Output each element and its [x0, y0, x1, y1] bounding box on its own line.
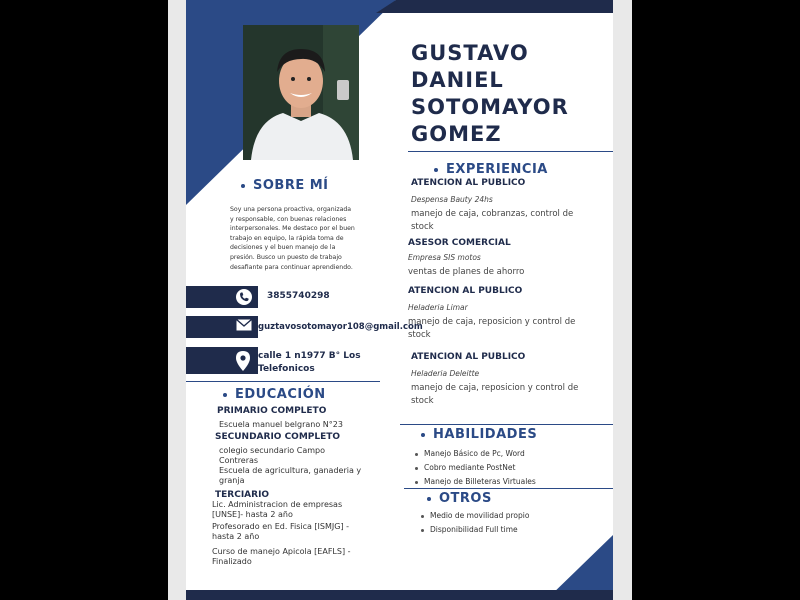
- education-heading: EDUCACIÓN: [223, 387, 326, 402]
- education-secondary-school-2: Escuela de agricultura, ganaderia y granja: [219, 466, 362, 485]
- phone-number[interactable]: 3855740298: [267, 291, 330, 301]
- education-tertiary-item-1: Lic. Administracion de empresas [UNSE]- hasta 2 año: [212, 500, 343, 519]
- job-2-description: ventas de planes de ahorro: [408, 267, 525, 277]
- location-pin-icon: [236, 351, 250, 371]
- skill-item: Cobro mediante PostNet: [415, 463, 515, 472]
- email-icon: [236, 319, 252, 332]
- about-text: Soy una persona proactiva, organizada y responsable, con buenas relaciones interpersonales. Me destaco por el buen trabajo en equipo, la rápida toma de decisiones y el buen manejo de la presión. Busco un puesto de trabajo desafiante para continuar aprendiendo.: [230, 206, 355, 271]
- job-3-title: ATENCION AL PUBLICO: [408, 286, 523, 296]
- name-line-1: GUSTAVO: [411, 41, 529, 65]
- name-divider: [408, 151, 613, 152]
- job-4-company: Heladeria Deleitte: [411, 369, 480, 378]
- experience-heading: EXPERIENCIA: [434, 162, 548, 177]
- education-tertiary-item-2: Profesorado en Ed. Fisica [ISMJG] - hasta 2 año: [212, 522, 349, 541]
- name-line-3: SOTOMAYOR: [411, 95, 569, 119]
- education-secondary-heading: SECUNDARIO COMPLETO: [215, 432, 341, 442]
- job-3-company: Heladeria Limar: [408, 303, 468, 312]
- about-heading: SOBRE MÍ: [241, 178, 329, 193]
- full-name: [411, 40, 569, 148]
- email-address[interactable]: guztavosotomayor108@gmail.com: [258, 322, 423, 332]
- education-primary-school: Escuela manuel belgrano N°23: [219, 420, 343, 429]
- bullet-dot-icon: [223, 393, 227, 397]
- name-line-4: GOMEZ: [411, 122, 502, 146]
- bullet-dot-icon: [241, 184, 245, 188]
- education-tertiary-heading: TERCIARIO: [215, 490, 270, 500]
- other-item: Disponibilidad Full time: [421, 525, 518, 534]
- job-3-description: manejo de caja, reposicion y control de stock: [408, 317, 576, 340]
- job-2-company: Empresa SIS motos: [408, 253, 481, 262]
- education-divider: [186, 381, 380, 382]
- education-secondary-school-1: colegio secundario Campo Contreras: [219, 446, 325, 465]
- resume-page: [186, 0, 613, 600]
- job-4-description: manejo de caja, reposicion y control de stock: [411, 383, 579, 406]
- job-1-title: ATENCION AL PUBLICO: [411, 178, 526, 188]
- education-primary-heading: PRIMARIO COMPLETO: [217, 406, 327, 416]
- skill-item: Manejo de Billeteras Virtuales: [415, 477, 536, 486]
- bullet-dot-icon: [427, 497, 431, 501]
- education-tertiary-item-3: Curso de manejo Apicola [EAFLS] - Finalizado: [212, 547, 351, 566]
- phone-icon: [235, 288, 253, 306]
- bullet-dot-icon: [434, 168, 438, 172]
- name-line-2: DANIEL: [411, 68, 504, 92]
- skills-divider: [400, 424, 613, 425]
- address: calle 1 n1977 B° Los Telefonicos: [258, 351, 361, 374]
- job-1-description: manejo de caja, cobranzas, control de stock: [411, 209, 574, 232]
- other-item: Medio de movilidad propio: [421, 511, 529, 520]
- skills-heading: HABILIDADES: [421, 427, 537, 442]
- profile-photo: [243, 25, 359, 160]
- others-heading: OTROS: [427, 491, 492, 506]
- skill-item: Manejo Básico de Pc, Word: [415, 449, 525, 458]
- job-4-title: ATENCION AL PUBLICO: [411, 352, 526, 362]
- bullet-dot-icon: [421, 433, 425, 437]
- job-1-company: Despensa Bauty 24hs: [411, 195, 493, 204]
- others-divider: [404, 488, 613, 489]
- job-2-title: ASESOR COMERCIAL: [408, 238, 511, 248]
